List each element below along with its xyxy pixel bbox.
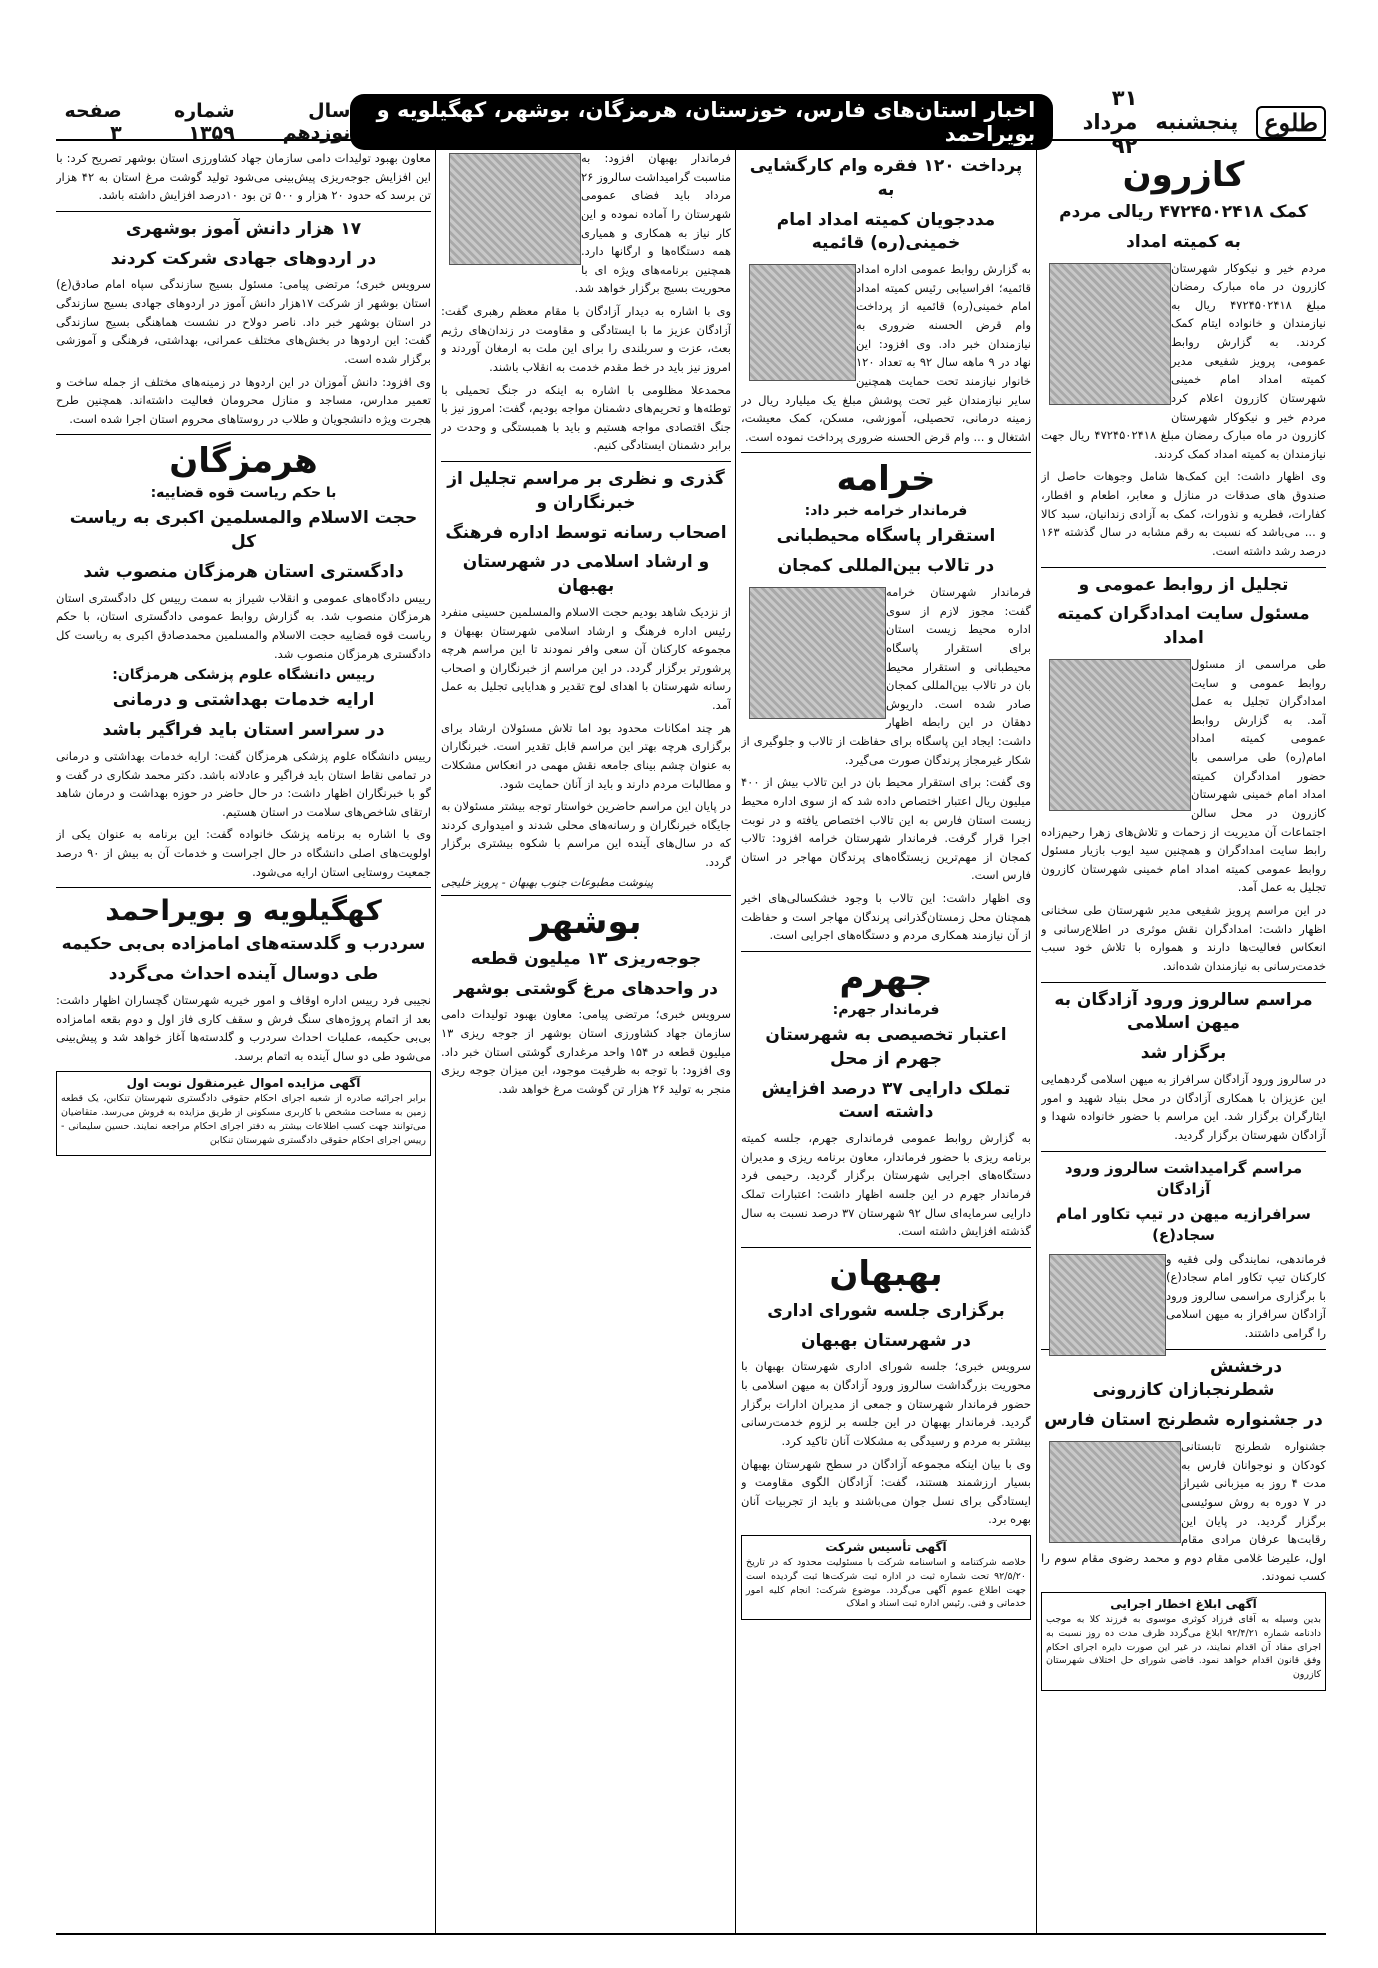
divider: [741, 951, 1031, 952]
article-text: وی با اشاره به برنامه پزشک خانواده گفت: این برنامه به عنوان یکی از اولویت‌های اصلی دانشگاه در حال اجراست و خدمات آن به بیش از ۹۰ درصد جمعیت روستایی استان ارایه می‌شود.: [56, 827, 431, 879]
headline-donation: کمک ۴۷۲۴۵۰۲۴۱۸ ریالی مردم: [1059, 202, 1308, 222]
article-text: رییس دادگاه‌های عمومی و انقلاب شیراز به سمت رییس کل دادگستری استان هرمزگان منصوب شد. به گزارش روابط عمومی دادگستری استان، با حکم ریاست قوه قضاییه حجت الاسلام والمسلمین محمدصادق اکبری به ریاست کل دادگستری هرمزگان منصوب شد.: [56, 590, 431, 661]
article-text: طی مراسمی از مسئول روابط عمومی و سایت امدادگران تجلیل به عمل آمد. به گزارش روابط عمومی کمیته امداد امام(ره) طی مراسمی با حضور امدادگران کمیته امداد امام خمینی شهرستان کازرون در محل سالن اجتماعات آن مدیریت از زحمات و تلاش‌های زهرا رحیم‌زاده رابط سایت امدادگران و همچنین سید ایوب بازیار مسئول روابط عمومی کمیته امداد امام خمینی شهرستان کازرون تجلیل به عمل آمد.: [1041, 656, 1326, 895]
headline-loans: پرداخت ۱۲۰ فقره وام کارگشایی به: [749, 156, 1023, 200]
column-rule: [735, 149, 736, 1935]
headline-appreciation-2: مسئول سایت امدادگران کمیته امداد: [1057, 604, 1310, 649]
masthead-left: [56, 100, 350, 144]
headline-freed-pows-2: برگزار شد: [1140, 1043, 1227, 1064]
notice-text: خلاصه شرکتنامه و اساسنامه شرکت با مسئولیت محدود که در تاریخ ۹۲/۵/۲۰ تحت شماره ثبت در اداره ثبت شرکت‌ها ثبت گردیده است جهت اطلاع عموم آگهی می‌گردد. موضوع شرکت: انجام کلیه امور خدماتی و فنی. رئیس اداره ثبت اسناد و املاک: [746, 1557, 1026, 1610]
notice-title: آگهی ابلاغ اخطار اجرایی: [1110, 1597, 1257, 1612]
headline-judiciary-2: دادگستری استان هرمزگان منصوب شد: [83, 562, 404, 583]
divider: [441, 461, 731, 462]
kicker: با حکم ریاست قوه قضاییه:: [150, 485, 337, 502]
headline-poultry: جوجه‌ریزی ۱۳ میلیون قطعه: [470, 948, 702, 969]
headline-appreciation: تجلیل از روابط عمومی و: [1078, 574, 1289, 595]
column-hormozgan: [56, 149, 431, 1935]
masthead-year: سال نوزدهم: [282, 100, 351, 144]
article-text: وی با بیان اینکه مجموعه آزادگان در سطح شهرستان بهبهان بسیار ارزشمند هستند، گفت: آزادگان الگوی مقاومت و ایستادگی برای نسل جوان می‌باشند و باید از تجربیات آنان بهره برد.: [741, 1456, 1031, 1527]
newspaper-page: [56, 86, 1326, 1935]
city-heading-kohgiluyeh: کهگیلویه و بویراحمد: [105, 894, 382, 928]
headline-students: ۱۷ هزار دانش آموز بوشهری: [125, 218, 362, 239]
city-heading-bushehr: بوشهر: [530, 901, 642, 942]
city-heading-jahrom: جهرم: [839, 957, 933, 998]
divider: [1041, 1151, 1326, 1152]
portrait-photo: [749, 264, 856, 381]
headline-brigade-2: سرافرازیه میهن در تیپ تکاور امام سجاد(ع): [1056, 1204, 1311, 1244]
headline-journalists-3: و ارشاد اسلامی در شهرستان بهبهان: [462, 552, 710, 597]
notice-title: آگهی مزایده اموال غیرمنقول نوبت اول: [126, 1076, 361, 1091]
headline-journalists-2: اصحاب رسانه توسط اداره فرهنگ: [445, 522, 727, 543]
byline: پینوشت مطبوعات جنوب بهبهان - پرویز خلیجی: [441, 875, 654, 889]
divider: [1041, 982, 1326, 983]
column-rule: [435, 149, 436, 1935]
headline-donation-2: به کمیته امداد: [1126, 231, 1241, 252]
headline-council: برگزاری جلسه شورای اداری: [767, 1300, 1005, 1321]
column-behbahan: [441, 149, 731, 1935]
headline-budget-2: تملک دارایی ۳۷ درصد افزایش داشته است: [761, 1078, 1011, 1123]
headline-ranger: استقرار پاسگاه محیطبانی: [776, 526, 996, 547]
article-text: فرماندار شهرستان خرامه گفت: مجوز لازم از سوی اداره محیط زیست استان برای استقرار پاسگاه محیطبانی و استقرار محیط بان در تالاب بین‌المللی کمجان صادر شده است. داریوش دهقان در این رابطه اظهار داشت: ایجاد این پاسگاه برای حفاظت از تالاب و جلوگیری از شکار غیرمجاز پرندگان صورت می‌گیرد.: [741, 585, 1031, 767]
headline-budget: اعتبار تخصیصی به شهرستان جهرم از محل: [765, 1024, 1007, 1069]
article-text: وی افزود: دانش آموزان در این اردوها در زمینه‌های مختلف از جمله ساخت و تعمیر مدارس، مساجد و منازل محرومان فعالیت داشته‌اند. همچنین طرح هجرت ویژه دانشجویان و طلاب در روستاهای محروم استان اجرا شده است.: [56, 374, 431, 426]
divider: [441, 895, 731, 896]
article-text: به گزارش روابط عمومی فرمانداری جهرم، جلسه کمیته برنامه ریزی با حضور فرماندار، معاون برنامه ریزی و مدیران دستگاه‌های اجرایی شهرستان برگزار گردید. رحیمی فرد فرماندار جهرم در این جلسه اظهار داشت: اعتبارات تملک دارایی سرمایه‌ای سال ۹۲ شهرستان ۳۷ درصد نسبت به سال گذشته افزایش داشته است.: [741, 1131, 1031, 1239]
kicker: فرماندار جهرم:: [832, 1001, 940, 1018]
article-text: معاون بهبود تولیدات دامی سازمان جهاد کشاورزی استان بوشهر تصریح کرد: با این افزایش جوجه‌ریزی پیش‌بینی می‌شود تولید گوشت مرغ استان به ۴۲ هزار تن برسد که حدود ۲۰ هزار و ۵۰۰ تن بود ۱۰درصد افزایش داشته باشد.: [56, 151, 431, 203]
headline-poultry-2: در واحدهای مرغ گوشتی بوشهر: [453, 978, 719, 999]
footer-rule: [56, 1933, 1326, 1935]
article-text: وی اظهار داشت: این تالاب با وجود خشکسالی‌های اخیر همچنان محل زمستان‌گذرانی پرندگان مهاجر است و حفاظت از آن نیازمند همکاری مردم و دستگاه‌های اجرایی است.: [741, 891, 1031, 943]
headline-health: ارایه خدمات بهداشتی و درمانی: [112, 690, 375, 711]
headline-chess: درخشش شطرنجبازان کازرونی: [1092, 1356, 1283, 1401]
headline-loans-2: مددجویان کمیته امداد امام خمینی(ره) قائمیه: [776, 209, 996, 254]
article-text: وی با اشاره به دیدار آزادگان با مقام معظم رهبری گفت: آزادگان عزیز ما با ایستادگی و مقاومت در زندان‌های رژیم بعث، عزت و سربلندی را برای این ملت به ارمغان آوردند و امروز نیز باید در خط مقدم خدمت به انقلاب باشند.: [441, 304, 731, 374]
headline-health-2: در سراسر استان باید فراگیر باشد: [102, 720, 385, 741]
column-rule: [1036, 149, 1037, 1935]
article-text: در این مراسم پرویز شفیعی مدیر شهرستان طی سخنانی اظهار داشت: امدادگران نقش موثری در اطلاع‌رسانی و انعکاس فعالیت‌ها دارند و همواره با تلاش خود سبب خدمت‌رسانی به نیازمندان شده‌اند.: [1041, 903, 1326, 973]
headline-brigade: مراسم گرامیداشت سالروز ورود آزادگان: [1064, 1158, 1303, 1198]
masthead-page: صفحه ۳: [64, 100, 122, 144]
section-title: اخبار استان‌های فارس، خوزستان، هرمزگان، بوشهر، کهگیلویه و بویراحمد: [350, 94, 1053, 150]
article-text: سرویس خبری؛ جلسه شورای اداری شهرستان بهبهان با محوریت بزرگداشت سالروز ورود آزادگان به میهن اسلامی با حضور فرماندار شهرستان و جمعی از مدیران ادارات برگزار گردید. فرماندار بهبهان در این جلسه بر لزوم خدمت‌رسانی بیشتر به مردم و رسیدگی به مشکلات آنان تاکید کرد.: [741, 1359, 1031, 1448]
headline-journalists: گذری و نظری بر مراسم تجلیل از خبرنگاران و: [447, 469, 725, 513]
divider: [56, 434, 431, 435]
chess-photo: [1049, 1441, 1181, 1543]
auction-notice: [56, 1071, 431, 1156]
article-text: فرماندهی، نمایندگی ولی فقیه و کارکنان تیپ تکاور امام سجاد(ع) با برگزاری مراسمی سالروز ورود آزادگان سرافراز به میهن اسلامی را گرامی داشتند.: [1166, 1251, 1326, 1340]
article-text: نجیبی فرد رییس اداره اوقاف و امور خیریه شهرستان گچساران اظهار داشت: بعد از اتمام پروژه‌های سنگ فرش و سقف کاری فاز اول و دوم بقعه امامزاده بی‌بی حکیمه، عملیات احداث سردرب و گلدسته‌ها آغاز خواهد شد و پیش‌بینی می‌شود طی دو سال آینده به اتمام برسد.: [56, 992, 431, 1063]
column-kharameh: [741, 149, 1031, 1935]
masthead-day: پنجشنبه: [1155, 110, 1239, 134]
city-heading-behbahan: بهبهان: [829, 1253, 943, 1294]
article-text: وی گفت: برای استقرار محیط بان در این تالاب بیش از ۴۰۰ میلیون ریال اعتبار اختصاص داده شد که از سوی اداره محیط زیست استان فارس به این تالاب اختصاص یافته و در نوبت اجرا قرار گرفت. فرماندار شهرستان خرامه افزود: تالاب کمجان از مهم‌ترین زیستگاه‌های پرندگان مهاجر در استان فارس است.: [741, 775, 1031, 883]
company-notice: [741, 1535, 1031, 1620]
article-text: جشنواره شطرنج تابستانی کودکان و نوجوانان فارس به مدت ۴ روز به میزبانی شیراز در ۷ دوره به روش سوئیسی برگزار گردید. در پایان این رقابت‌ها عرفان مرادی مقام اول، علیرضا غلامی مقام دوم و محمد رضوی مقام سوم را کسب نمودند.: [1041, 1439, 1326, 1584]
notice-title: آگهی تأسیس شرکت: [825, 1540, 947, 1555]
masthead: [56, 86, 1326, 158]
legal-notice: [1041, 1592, 1326, 1691]
masthead-date: ۳۱ مرداد ۹۲: [1082, 86, 1138, 158]
article-text: در سالروز ورود آزادگان سرافراز به میهن اسلامی گردهمایی این عزیزان با همکاری آزادگان در محل بنیاد شهید و امور ایثارگران برگزار شد. این مراسم با حضور خانواده شهدا و آزادگان شهرستان برگزار گردید.: [1041, 1072, 1326, 1142]
notice-text: بدین وسیله به آقای فرزاد کوثری موسوی به فرزند کلا به موجب دادنامه شماره ۹۲/۴/۲۱ ابلاغ می‌گردد ظرف مدت ده روز نسبت به اجرای مفاد آن اقدام نمایند، در غیر این صورت دایره اجرای احکام وفق قانون اقدام خواهد نمود. قاضی شورای حل اختلاف شهرستان کازرون: [1046, 1614, 1321, 1681]
article-text: مردم خیر و نیکوکار شهرستان کازرون در ماه مبارک رمضان مبلغ ۴۷۲۴۵۰۲۴۱۸ ریال به نیازمندان و خانواده ایتام کمک کردند. به گزارش روابط عمومی، پرویز شفیعی مدیر کمیته امداد امام خمینی شهرستان کازرون اعلام کرد مردم خیر و نیکوکار شهرستان کازرون در ماه مبارک رمضان مبلغ ۴۷۲۴۵۰۲۴۱۸ ریال جهت نیازمندان به کمیته امداد کمک کردند.: [1041, 260, 1326, 461]
masthead-right: [1053, 86, 1326, 158]
official-photo: [749, 587, 886, 719]
article-text: به گزارش روابط عمومی اداره امداد قائمیه؛ افراسیابی رئیس کمیته امداد امام خمینی(ره) قائمیه از پرداخت وام قرض الحسنه ضروری به نیازمندان خبر داد. وی افزود: این نهاد در ۹ ماهه سال ۹۲ به تعداد ۱۲۰ خانوار نیازمند تحت حمایت همچنین سایر نیازمندان غیر تحت پوشش مبلغ یک میلیارد ریال در زمینه درمانی، تحصیلی، آموزشی، مسکن، کمک معیشت، اشتغال و ... وام قرض الحسنه ضروری پرداخت نموده است.: [741, 262, 1031, 444]
headline-judiciary: حجت الاسلام والمسلمین اکبری به ریاست کل: [69, 508, 418, 553]
headline-shrine: سردرب و گلدسته‌های امامزاده بی‌بی حکیمه: [61, 934, 426, 955]
newspaper-logo: طلوع: [1256, 106, 1326, 139]
article-text: رییس دانشگاه علوم پزشکی هرمزگان گفت: ارایه خدمات بهداشتی و درمانی در تمامی نقاط استان باید فراگیر و عادلانه باشد. دکتر محمد شکاری در گفت و گو با خبرنگاران اظهار داشت: در حال حاضر در حوزه بهداشت و درمان شاهد ارتقای شاخص‌های سلامت در استان هستیم.: [56, 748, 431, 819]
article-text: فرماندار بهبهان افزود: به مناسبت گرامیداشت سالروز ۲۶ مرداد باید فضای عمومی شهرستان را آماده نموده و این کار نیاز به همکاری و همیاری همه دستگاه‌ها و ارگانها دارد. همچنین برنامه‌های ویژه ای با محوریت بسیج برگزار خواهد شد.: [574, 151, 731, 296]
divider: [56, 887, 431, 888]
divider: [56, 211, 431, 212]
city-heading-hormozgan: هرمزگان: [169, 441, 318, 482]
article-text: وی اظهار داشت: این کمک‌ها شامل وجوهات حاصل از صندوق های صدقات در منازل و معابر، اطعام و افطار، کفارات، فطریه و نذورات، کمک به آزادی زندانیان، سبد کالا و ... می‌باشد که نسبت به رقم مشابه در سال گذشته ۱۶۳ درصد رشد داشته است.: [1041, 469, 1326, 558]
masthead-issue: شماره ۱۳۵۹: [174, 100, 235, 144]
speaker-photo: [1049, 1254, 1166, 1356]
article-text: هر چند امکانات محدود بود اما تلاش مسئولان ارشاد برای برگزاری هرچه بهتر این مراسم قابل تقدیر است. خبرنگاران به عنوان چشم بینای جامعه نقش مهمی در انعکاس مشکلات و مطالبات مردم دارند و باید از آنان حمایت شود.: [441, 720, 731, 791]
headline-chess-2: در جشنواره شطرنج استان فارس: [1044, 1410, 1323, 1431]
column-kazerun: [1041, 149, 1326, 1935]
article-text: محمدعلا مظلومی با اشاره به اینکه در جنگ تحمیلی با توطئه‌ها و تحریم‌های دشمنان مواجه بودیم، گفت: امروز نیز با جنگ اقتصادی مواجه هستیم و باید با همبستگی و وحدت در برابر دشمنان ایستادگی کنیم.: [441, 382, 731, 453]
notice-text: برابر اجرائیه صادره از شعبه اجرای احکام حقوقی دادگستری شهرستان تنکابن، یک قطعه زمین به مساحت مشخص با کاربری مسکونی از طریق مزایده به فروش می‌رسد. متقاضیان می‌توانند جهت کسب اطلاعات بیشتر به دفتر اجرای احکام مراجعه نمایند. حسین سلیمانی - رییس اجرای احکام حقوقی دادگستری شهرستان تنکابن: [61, 1093, 426, 1146]
article-text: سرویس خبری؛ مرتضی پیامی: معاون بهبود تولیدات دامی سازمان جهاد کشاورزی استان بوشهر از جوجه ریزی ۱۳ میلیون قطعه در ۱۵۴ واحد مرغداری گوشتی استان خبر داد. وی افزود: با توجه به ظرفیت موجود، این میزان جوجه ریزی منجر به تولید ۲۶ هزار تن گوشت مرغ خواهد شد.: [441, 1007, 731, 1096]
headline-shrine-2: طی دوسال آینده احداث می‌گردد: [108, 964, 379, 985]
divider: [741, 452, 1031, 453]
article-text: سرویس خبری؛ مرتضی پیامی: مسئول بسیج سازندگی سپاه امام صادق(ع) استان بوشهر از شرکت ۱۷هزار دانش آموز در اردوهای جهادی بسیج سازندگی در استان بوشهر خبر داد. ناصر دولاح در نشست هماهنگی بسیج سازندگی گفت: این اردوها در بخش‌های مختلف عمرانی، بهداشتی، فرهنگی و آموزشی برگزار شده است.: [56, 277, 431, 366]
portrait-photo: [1049, 263, 1171, 405]
headline-council-2: در شهرستان بهبهان: [800, 1330, 972, 1351]
kicker: رییس دانشگاه علوم پزشکی هرمزگان:: [112, 667, 375, 684]
divider: [1041, 567, 1326, 568]
headline-ranger-2: در تالاب بین‌المللی کمجان: [777, 556, 995, 577]
kicker: فرماندار خرامه خبر داد:: [804, 503, 968, 520]
city-heading-kazerun: کازرون: [1122, 155, 1245, 195]
headline-freed-pows: مراسم سالروز ورود آزادگان به میهن اسلامی: [1054, 989, 1313, 1034]
article-text: از نزدیک شاهد بودیم حجت الاسلام والمسلمین حسینی منفرد رئیس اداره فرهنگ و ارشاد اسلامی شهرستان بهبهان و مجموعه کارکنان آن سعی وافر نمودند تا این مراسم هرچه پرشورتر برگزار گردد. در این مراسم از خبرنگاران و اصحاب رسانه شهرستان با اهدای لوح تقدیر و هدایایی تجلیل به عمل آمد.: [441, 604, 731, 713]
ceremony-photo: [1049, 659, 1191, 811]
city-heading-kharameh: خرامه: [836, 459, 936, 500]
portrait-photo: [449, 153, 581, 265]
headline-students-2: در اردوهای جهادی شرکت کردند: [110, 248, 377, 269]
article-text: در پایان این مراسم حاضرین خواستار توجه بیشتر مسئولان به جایگاه خبرنگاران و رسانه‌های محلی شدند و امیدواری کردند که در سال‌های آینده این مراسم با شکوه بیشتری برگزار گردد.: [441, 799, 731, 870]
divider: [741, 1247, 1031, 1248]
